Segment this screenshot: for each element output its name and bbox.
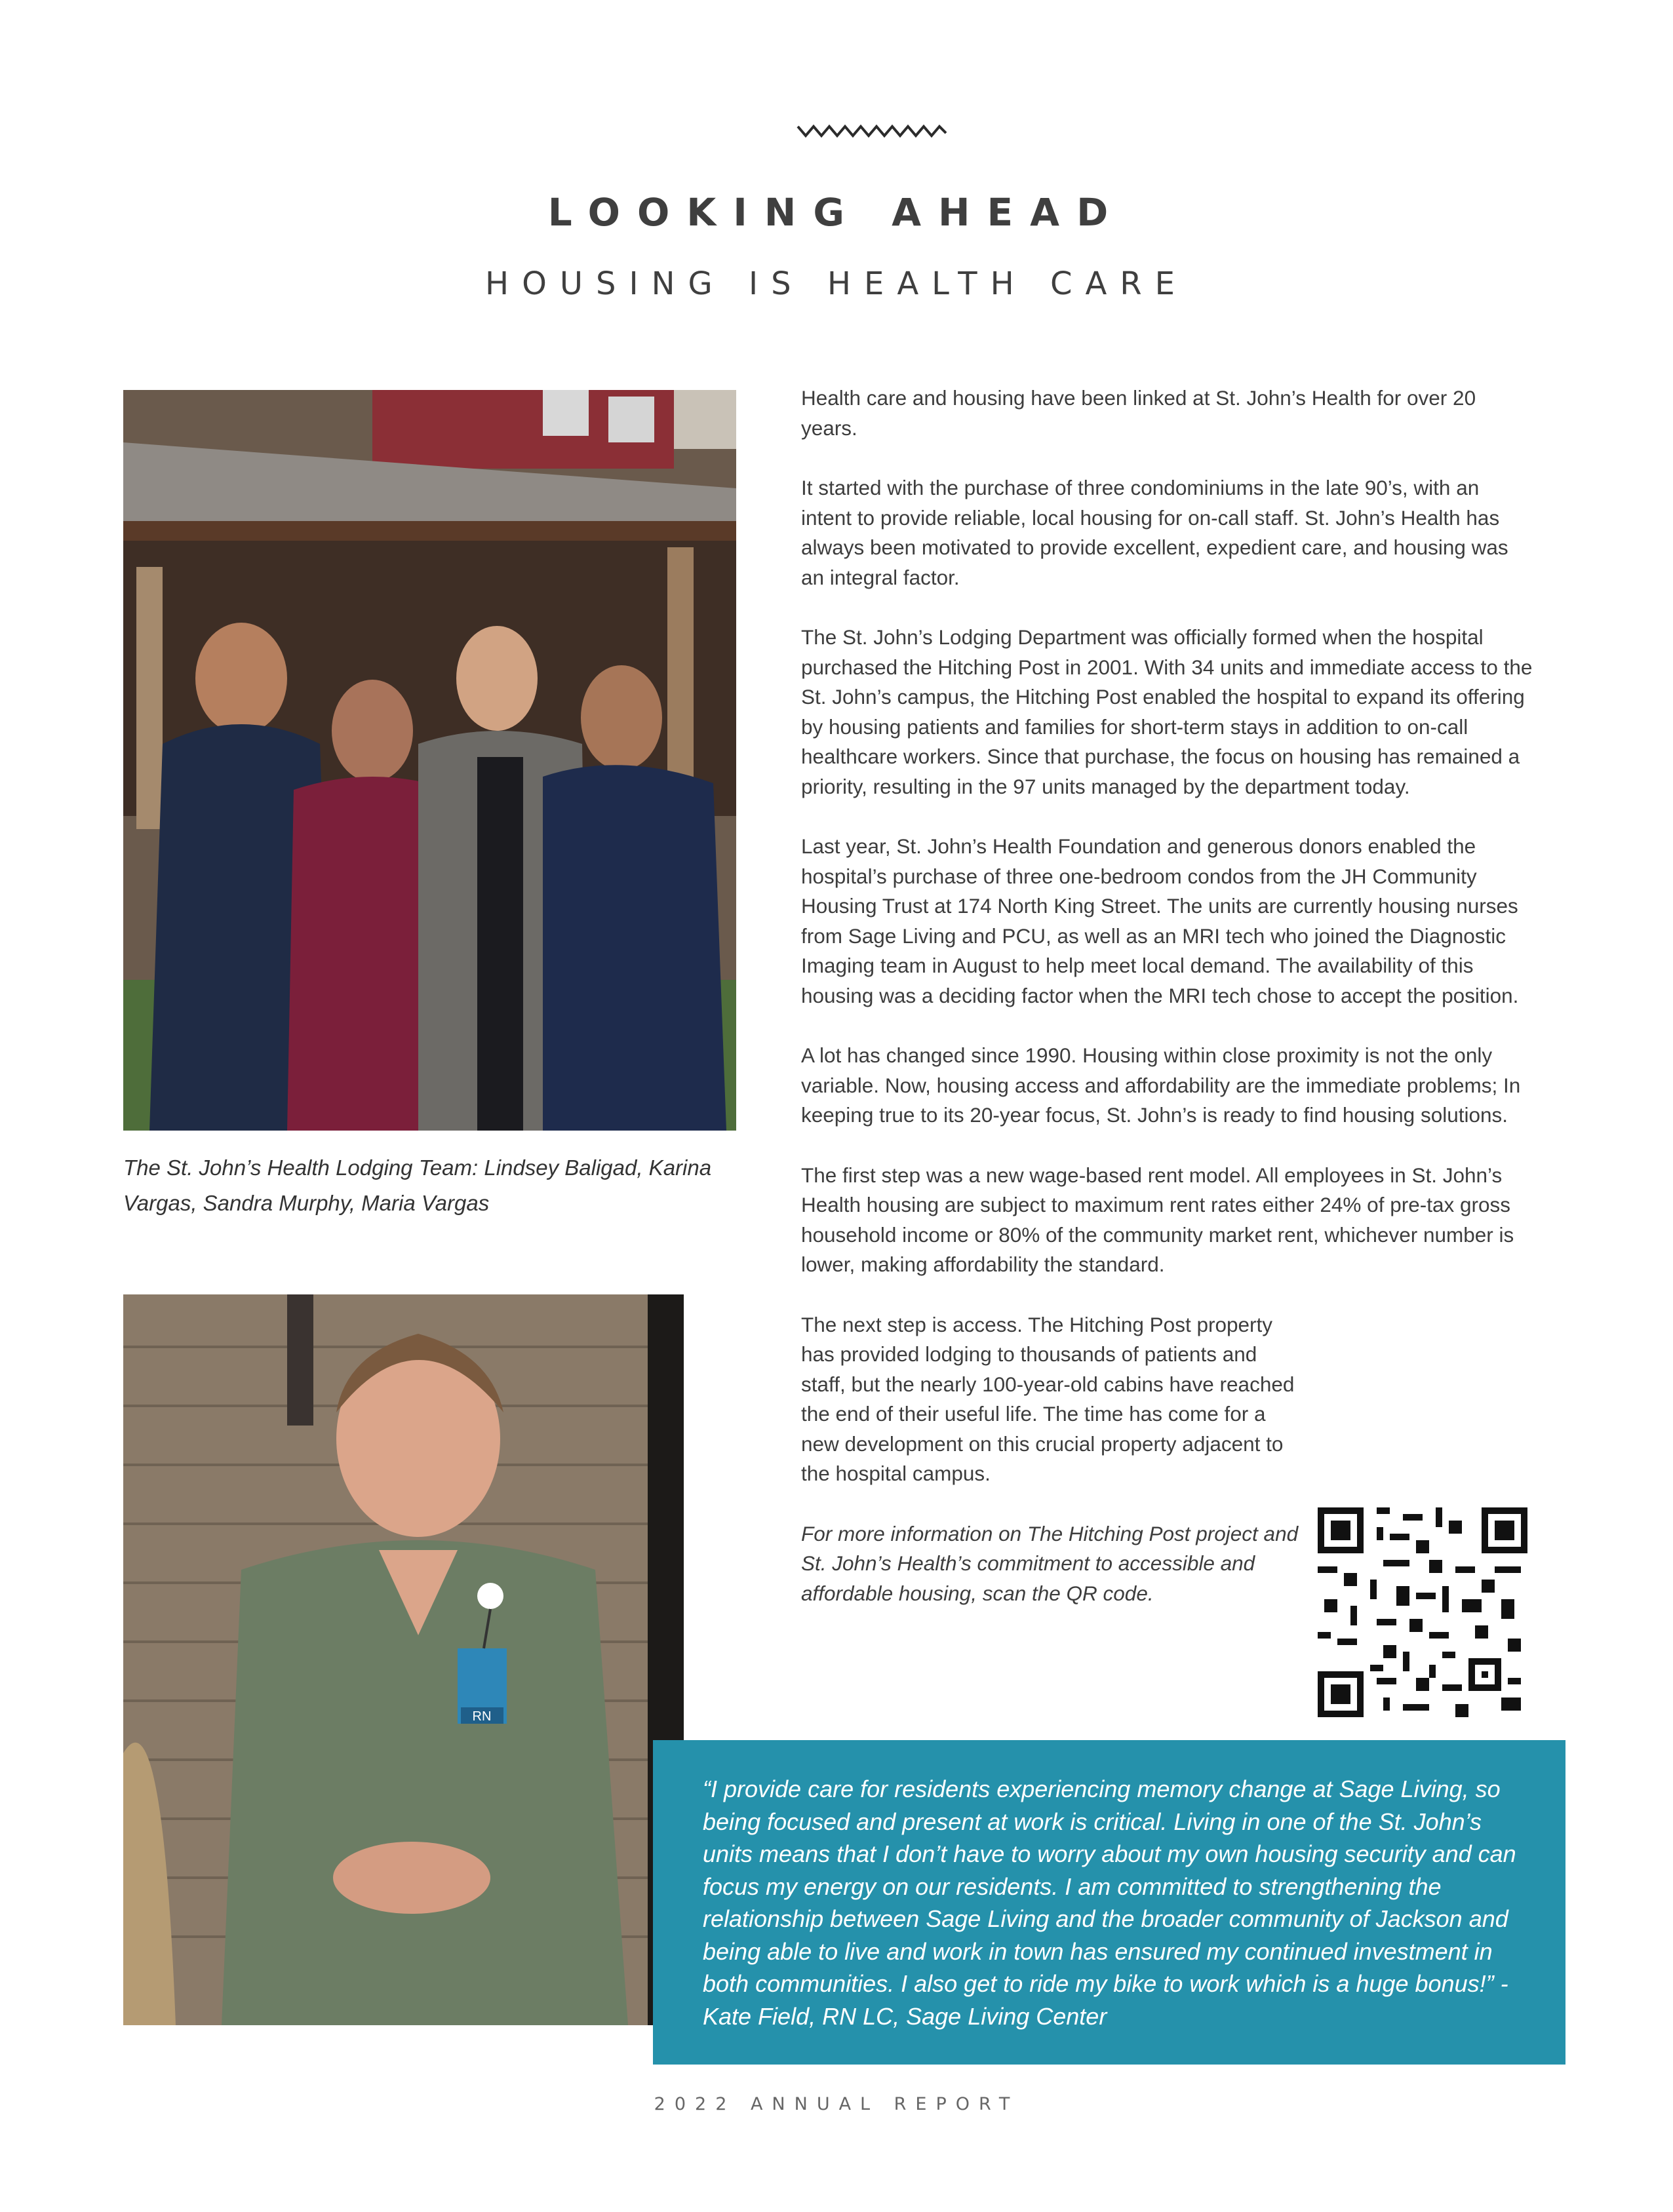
nurse-portrait-photo xyxy=(123,1294,684,2025)
article-paragraph-access: The next step is access. The Hitching Post property has provided lodging to thousands of patients and staff, but the nearly 100-year-old cabins have reached the end of their useful life. The time has come for a new development on this crucial property adjacent to the hospital campus. xyxy=(801,1312,1295,1485)
article-paragraph: The first step was a new wage-based rent model. All employees in St. John’s Health housing are subject to maximum rent rates either 24% of pre-tax gross household income or 80% of the community market rent, whichever number is lower, making affordability the standard. xyxy=(801,1163,1514,1276)
qr-code-icon[interactable] xyxy=(1318,1507,1527,1717)
page-title: LOOKING AHEAD xyxy=(547,190,1126,235)
team-photo-caption: The St. John’s Health Lodging Team: Lindsey Baligad, Karina Vargas, Sandra Murphy, Maria Vargas xyxy=(123,1155,712,1215)
lodging-team-photo xyxy=(123,390,736,1131)
zigzag-ornament-icon xyxy=(797,121,947,141)
testimonial-quote-box xyxy=(653,1740,1565,2065)
article-paragraph: Last year, St. John’s Health Foundation and generous donors enabled the hospital’s purchase of three one-bedroom condos from the JH Community Housing Trust at 174 North King Street. The units are currently housing nurses from Sage Living and PCU, as well as an MRI tech who joined the Diagnostic Imaging team in August to help meet local demand. The availability of this housing was a deciding factor when the MRI tech chose to accept the position. xyxy=(801,834,1519,1007)
article-paragraph: It started with the purchase of three condominiums in the late 90’s, with an intent to provide reliable, local housing for on-call staff. St. John’s Health has always been motivated to provide excellent, expedient care, and housing was an integral factor. xyxy=(801,476,1508,589)
article-paragraph: The St. John’s Lodging Department was officially formed when the hospital purchased the Hitching Post in 2001. With 34 units and immediate access to the St. John’s campus, the Hitching Post enabled the hospital to expand its offering by housing patients and families for short-term stays in addition to on-call healthcare workers. Since that purchase, the focus on housing has remained a priority, resulting in the 97 units managed by the department today. xyxy=(801,625,1533,798)
footer-annual-report: 2022 ANNUAL REPORT xyxy=(654,2094,1019,2114)
qr-note: For more information on The Hitching Post project and St. John’s Health’s commitment to accessible and affordable housing, scan the QR code. xyxy=(801,1521,1299,1605)
page-subtitle: HOUSING IS HEALTH CARE xyxy=(485,265,1188,302)
article-paragraph: A lot has changed since 1990. Housing within close proximity is not the only variable. Now, housing access and affordability are the immediate problems; In keeping true to its 20-year focus, St. John’s is ready to find housing solutions. xyxy=(801,1043,1521,1127)
article-paragraph: Health care and housing have been linked at St. John’s Health for over 20 years. xyxy=(801,386,1476,440)
article-body xyxy=(801,383,1535,1639)
rn-badge-label: RN xyxy=(472,1709,492,1724)
testimonial-quote-text: “I provide care for residents experiencing memory change at Sage Living, so being focused and present at work is critical. Living in one of the St. John’s units means that I don’t have to worry about my own housing security and can focus my energy on our residents. I am committed to strengthening the relationship between Sage Living and the broader community of Jackson and being able to live and work in town has ensured my continued investment in both communities. I also get to ride my bike to work which is a huge bonus!” - Kate Field, RN LC, Sage Living Center xyxy=(703,1775,1516,2030)
